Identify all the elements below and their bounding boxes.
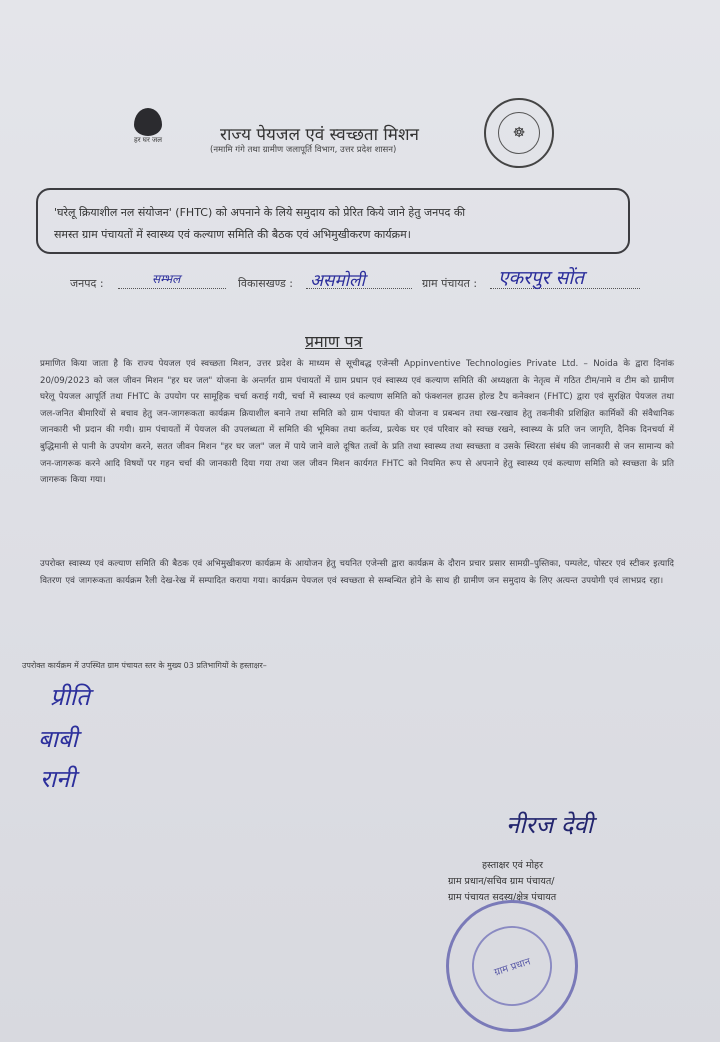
gram-pradhan-stamp <box>446 900 578 1032</box>
state-emblem-seal <box>484 98 554 168</box>
program-banner <box>36 188 630 254</box>
logo-caption: हर घर जल <box>134 136 162 144</box>
official-signature-block <box>448 858 648 906</box>
page-subtitle: (नमामि गंगे तथा ग्रामीण जलापूर्ति विभाग, उत्तर प्रदेश शासन) <box>210 145 397 155</box>
designation-line-2: ग्राम पंचायत सदस्य/क्षेत्र पंचायत <box>448 892 557 903</box>
water-drop-icon <box>134 108 162 136</box>
emblem-icon: ☸ <box>498 112 540 154</box>
designation-line-1: ग्राम प्रधान/सचिव ग्राम पंचायत/ <box>448 876 555 887</box>
sign-and-seal-label: हस्ताक्षर एवं मोहर <box>482 860 543 871</box>
participant-signature-2: बाबी <box>38 725 78 753</box>
banner-line-1: 'घरेलू क्रियाशील नल संयोजन' (FHTC) को अपनाने के लिये समुदाय को प्रेरित किये जाने हेतु जनपद की <box>54 206 466 219</box>
panchayat-value: एकरपुर सोंत <box>498 267 585 289</box>
block-label: विकासखण्ड : <box>238 277 294 290</box>
panchayat-label: ग्राम पंचायत : <box>422 277 478 290</box>
certificate-paragraph-2: उपरोक्त स्वास्थ्य एवं कल्याण समिति की बैठक एवं अभिमुखीकरण कार्यक्रम के आयोजन हेतु चयनित एजेन्सी द्वारा कार्यक्रम के दौरान प्रचार प्रसार सामग्री–पुस्तिका, पम्पलेट, पोस्टर एवं स्टीकर इत्यादि वितरण एवं जागरूकता कार्यक्रम रैली देख-रेख में सम्पादित कराया गया। कार्यक्रम पेयजल एवं स्वच्छता से सम्बन्धित होने के साथ ही ग्रामीण जन समुदाय के लिए अत्यन्त उपयोगी एवं लाभप्रद रहा। <box>40 559 674 586</box>
har-ghar-jal-logo <box>118 108 178 168</box>
district-label: जनपद : <box>70 277 104 290</box>
district-value: सम्भल <box>152 272 181 286</box>
certificate-paragraph-1: प्रमाणित किया जाता है कि राज्य पेयजल एवं स्वच्छता मिशन, उत्तर प्रदेश के माध्यम से सूचीबद्ध एजेन्सी Appinventive Technologies Private Ltd. – Noida के द्वारा दिनांक 20/09/2023 को जल जीवन मिशन "हर घर जल" योजना के अन्तर्गत ग्राम पंचायतों में ग्राम प्रधान एवं स्वास्थ्य एवं कल्याण समिति की अध्यक्षता के नेतृत्व में गठित टीम/नामे व टीम को ग्रामीण घरेलू पेयजल आपूर्ति तथा FHTC के उपयोग पर सामूहिक चर्चा कराई गयी, चर्चा में स्वास्थ्य एवं कल्याण समिति को फंक्शनल हाउस होल्ड टैप कनेक्शन (FHTC) द्वारा एवं सुरक्षित पेयजल तथा जल-जनित बीमारियों से बचाव हेतु जन-जागरूकता कार्यक्रम क्रियाशील बनाने तथा समिति को ग्राम पंचायत की योजना व प्रबन्धन तथा रख-रखाव हेतु तकनीकी प्रशिक्षित कार्मिकों की संवैधानिक जानकारी भी प्रदान की गयी। ग्राम पंचायतों में पेयजल की उपलब्धता में समिति की भूमिका तथा कर्तव्य, प्रत्येक घर एवं परिवार को स्वच्छ रखने, स्वास्थ्य के प्रति जन जागृति, दैनिक दिनचर्या में बुद्धिमानी से पानी के उपयोग करने, सतत जीवन मिशन "हर घर जल" जल में पाये जाने वाले दूषित तत्वों के प्रति तथा स्वास्थ्य तथा स्वच्छता व उसके स्थिरता संबंध की जानकारी से जन सामान्य को जन-जागरूक करने आदि विषयों पर गहन चर्चा की जानकारी दिया गया तथा जल जीवन मिशन कार्यगत FHTC को नियमित रूप से अपनाने हेतु स्वास्थ्य एवं कल्याण समिति को स्वच्छता के प्रति जागरूक किया गया। <box>40 359 674 486</box>
official-signature: नीरज देवी <box>506 811 594 839</box>
certificate-title: प्रमाण पत्र <box>305 332 363 351</box>
attendance-note: उपरोक्त कार्यक्रम में उपस्थित ग्राम पंचायत स्तर के मुख्य 03 प्रतिभागियों के हस्ताक्षर– <box>22 661 267 670</box>
participant-signature-1: प्रीति <box>50 683 90 711</box>
page-title: राज्य पेयजल एवं स्वच्छता मिशन <box>220 125 419 145</box>
stamp-text: ग्राम प्रधान <box>462 916 563 1017</box>
participant-signature-3: रानी <box>40 765 76 793</box>
banner-line-2: समस्त ग्राम पंचायतों में स्वास्थ्य एवं कल्याण समिति की बैठक एवं अभिमुखीकरण कार्यक्रम। <box>54 228 411 241</box>
district-line <box>118 288 226 289</box>
block-value: असमोली <box>310 271 365 291</box>
